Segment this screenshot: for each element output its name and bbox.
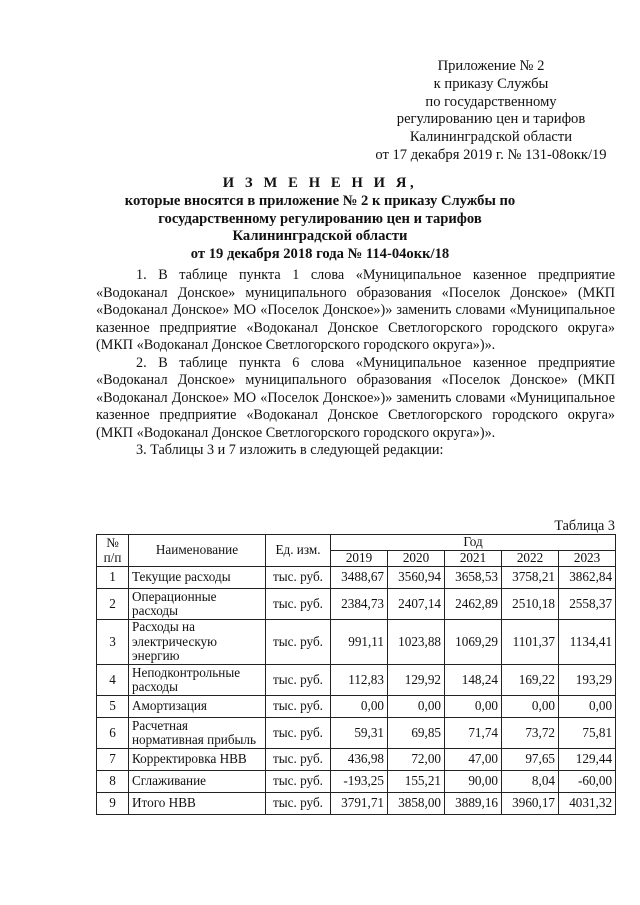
heading-line: которые вносятся в приложение № 2 к приказу Службы по (124, 192, 516, 209)
row-unit-cell: тыс. руб. (266, 589, 331, 620)
appendix-line: по государственному (425, 93, 557, 110)
row-value-cell: 129,44 (559, 749, 616, 771)
row-value-cell: 75,81 (559, 718, 616, 749)
row-unit-cell: тыс. руб. (266, 749, 331, 771)
appendix-line: к приказу Службы (433, 75, 549, 92)
row-value-cell: 0,00 (331, 696, 388, 718)
row-value-cell: 47,00 (445, 749, 502, 771)
row-value-cell: 97,65 (502, 749, 559, 771)
row-number-cell: 9 (97, 793, 129, 815)
table-body (97, 567, 616, 815)
table-row (97, 718, 616, 749)
row-value-cell: 1101,37 (502, 620, 559, 665)
row-value-cell: 2462,89 (445, 589, 502, 620)
row-value-cell: 3858,00 (388, 793, 445, 815)
heading-line: Калининградской области (232, 228, 408, 245)
row-value-cell: 991,11 (331, 620, 388, 665)
row-value-cell: 2510,18 (502, 589, 559, 620)
row-number-cell: 7 (97, 749, 129, 771)
row-name-cell: Текущие расходы (129, 567, 266, 589)
header-year-group: Год (331, 535, 616, 551)
row-number-cell: 4 (97, 665, 129, 696)
row-value-cell: 436,98 (331, 749, 388, 771)
row-value-cell: 169,22 (502, 665, 559, 696)
row-value-cell: 0,00 (445, 696, 502, 718)
table-row (97, 567, 616, 589)
row-value-cell: 148,24 (445, 665, 502, 696)
header-year: 2021 (445, 551, 502, 567)
row-name-cell: Амортизация (129, 696, 266, 718)
row-number-cell: 3 (97, 620, 129, 665)
row-value-cell: 59,31 (331, 718, 388, 749)
paragraph-3: 3. Таблицы 3 и 7 изложить в следующей редакции: (136, 442, 444, 458)
row-name-cell: Расчетная нормативная прибыль (129, 718, 266, 749)
document-body (96, 267, 615, 460)
row-unit-cell: тыс. руб. (266, 665, 331, 696)
row-value-cell: -193,25 (331, 771, 388, 793)
row-value-cell: 4031,32 (559, 793, 616, 815)
row-value-cell: 71,74 (445, 718, 502, 749)
header-year: 2019 (331, 551, 388, 567)
row-value-cell: 3488,67 (331, 567, 388, 589)
appendix-line: Калининградской области (409, 129, 573, 146)
row-number-cell: 2 (97, 589, 129, 620)
row-value-cell: 8,04 (502, 771, 559, 793)
heading-line: государственному регулированию цен и тарифов (158, 210, 482, 227)
row-value-cell: 3889,16 (445, 793, 502, 815)
row-value-cell: 0,00 (502, 696, 559, 718)
table-row (97, 589, 616, 620)
row-number-cell: 1 (97, 567, 129, 589)
data-table (96, 534, 616, 815)
row-value-cell: 0,00 (388, 696, 445, 718)
appendix-line: от 17 декабря 2019 г. № 131-08окк/19 (375, 146, 607, 163)
header-year: 2020 (388, 551, 445, 567)
row-value-cell: 1023,88 (388, 620, 445, 665)
row-value-cell: 3960,17 (502, 793, 559, 815)
row-value-cell: 90,00 (445, 771, 502, 793)
appendix-reference (360, 58, 622, 165)
row-value-cell: 2407,14 (388, 589, 445, 620)
header-year: 2023 (559, 551, 616, 567)
header-year: 2022 (502, 551, 559, 567)
row-name-cell: Корректировка НВВ (129, 749, 266, 771)
document-heading (80, 175, 560, 264)
row-value-cell: 3658,53 (445, 567, 502, 589)
row-value-cell: 2558,37 (559, 589, 616, 620)
row-number-cell: 5 (97, 696, 129, 718)
table-row (97, 749, 616, 771)
row-number-cell: 8 (97, 771, 129, 793)
row-unit-cell: тыс. руб. (266, 793, 331, 815)
row-value-cell: 193,29 (559, 665, 616, 696)
table-row (97, 620, 616, 665)
row-value-cell: -60,00 (559, 771, 616, 793)
row-value-cell: 2384,73 (331, 589, 388, 620)
header-unit: Ед. изм. (266, 535, 331, 567)
row-value-cell: 3560,94 (388, 567, 445, 589)
table-caption: Таблица 3 (554, 518, 615, 534)
row-unit-cell: тыс. руб. (266, 771, 331, 793)
table-header-row (97, 535, 616, 551)
row-value-cell: 73,72 (502, 718, 559, 749)
table-row (97, 665, 616, 696)
row-value-cell: 1134,41 (559, 620, 616, 665)
table-row (97, 771, 616, 793)
row-value-cell: 155,21 (388, 771, 445, 793)
row-unit-cell: тыс. руб. (266, 696, 331, 718)
appendix-line: регулированию цен и тарифов (396, 111, 586, 128)
table-row (97, 696, 616, 718)
row-unit-cell: тыс. руб. (266, 718, 331, 749)
row-value-cell: 1069,29 (445, 620, 502, 665)
row-value-cell: 3862,84 (559, 567, 616, 589)
document-title: И З М Е Н Е Н И Я, (222, 175, 418, 191)
paragraph-1: 1. В таблице пункта 1 слова «Муниципальное казенное предприятие «Водоканал Донское» муниципального образования «Поселок Донское» (МКП «Водоканал Донское» МО «Поселок Донское»)» заменить словами «Муниципальное казенное предприятие «Водоканал Донское Светлогорского городского округа» (МКП «Водоканал Донское Светлогорского городского округа»)». (96, 267, 615, 353)
row-name-cell: Сглаживание (129, 771, 266, 793)
row-unit-cell: тыс. руб. (266, 567, 331, 589)
header-num: № п/п (97, 535, 129, 567)
row-name-cell: Расходы на электрическую энергию (129, 620, 266, 665)
row-name-cell: Неподконтрольные расходы (129, 665, 266, 696)
row-name-cell: Итого НВВ (129, 793, 266, 815)
row-value-cell: 3791,71 (331, 793, 388, 815)
row-value-cell: 69,85 (388, 718, 445, 749)
header-name: Наименование (129, 535, 266, 567)
row-value-cell: 0,00 (559, 696, 616, 718)
table-row (97, 793, 616, 815)
row-value-cell: 3758,21 (502, 567, 559, 589)
row-value-cell: 129,92 (388, 665, 445, 696)
heading-line: от 19 декабря 2018 года № 114-04окк/18 (190, 246, 450, 263)
appendix-line: Приложение № 2 (437, 58, 545, 74)
row-name-cell: Операционные расходы (129, 589, 266, 620)
row-number-cell: 6 (97, 718, 129, 749)
paragraph-2: 2. В таблице пункта 6 слова «Муниципальное казенное предприятие «Водоканал Донское» муниципального образования «Поселок Донское» (МКП «Водоканал Донское» МО «Поселок Донское»)» заменить словами «Муниципальное казенное предприятие «Водоканал Донское Светлогорского городского округа» (МКП «Водоканал Донское Светлогорского городского округа»)». (96, 354, 615, 441)
row-unit-cell: тыс. руб. (266, 620, 331, 665)
row-value-cell: 112,83 (331, 665, 388, 696)
row-value-cell: 72,00 (388, 749, 445, 771)
